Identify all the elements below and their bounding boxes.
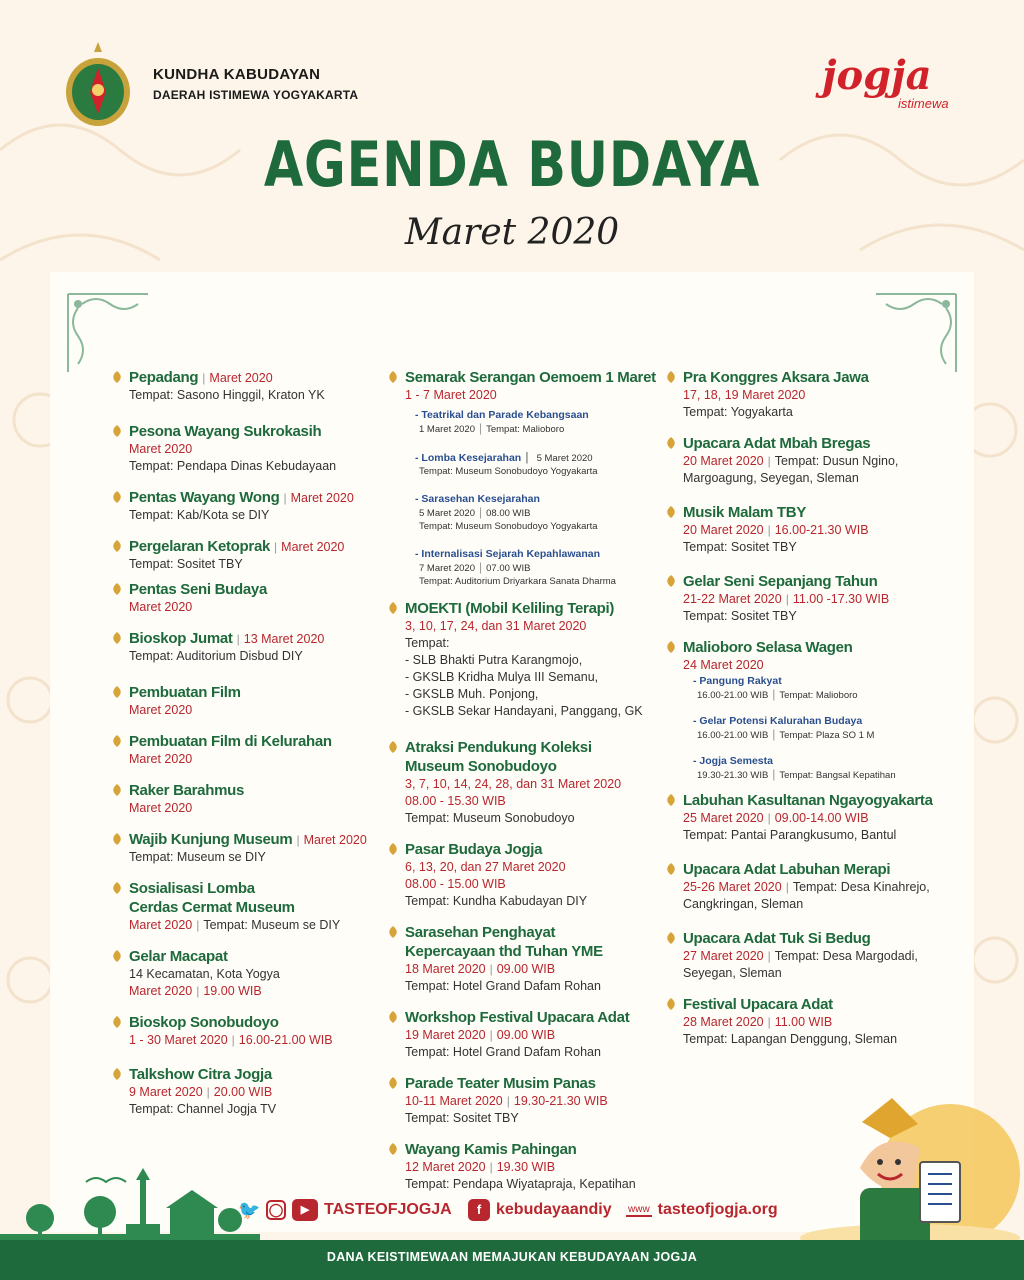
batik-bullet-icon [666, 575, 676, 587]
event-place-item: - GKSLB Muh. Ponjong, [405, 687, 539, 701]
sub-event-title: Jogja Semesta [699, 755, 773, 767]
event-place-line2: Cangkringan, Sleman [683, 897, 804, 911]
sub-event-place: Tempat: Plaza SO 1 M [779, 730, 875, 741]
sub-event-title: Pangung Rakyat [699, 675, 782, 687]
event-date: 3, 10, 17, 24, dan 31 Maret 2020 [405, 619, 587, 633]
footer-tagline: DANA KEISTIMEWAAN MEMAJUKAN KEBUDAYAAN JOGJA [326, 1250, 698, 1264]
sub-event-title: Gelar Potensi Kalurahan Budaya [699, 715, 863, 727]
event-place-label: Tempat: [405, 636, 450, 650]
sub-event-pangung-rakyat: - Pangung Rakyat 16.00-21.00 WIB | Tempat: Malioboro [693, 675, 858, 701]
event-place: Tempat: Auditorium Disbud DIY [129, 649, 303, 663]
event-place: 14 Kecamatan, Kota Yogya [129, 967, 280, 981]
event-date: 10-11 Maret 2020 [405, 1094, 503, 1108]
batik-bullet-icon [112, 491, 122, 503]
event-pesona-wayang [112, 422, 382, 475]
batik-bullet-icon [112, 735, 122, 747]
event-date: 20 Maret 2020 [683, 523, 764, 537]
sub-event-date: 5 Maret 2020 [536, 453, 593, 464]
event-title: Semarak Serangan Oemoem 1 Maret [405, 369, 656, 386]
event-title: Pesona Wayang Sukrokasih [129, 423, 322, 440]
event-pentas-seni [112, 580, 382, 616]
facebook-icon[interactable]: f [468, 1199, 490, 1221]
event-time: 11.00 -17.30 WIB [792, 592, 890, 606]
event-date: 13 Maret 2020 [243, 632, 325, 646]
event-title: Wayang Kamis Pahingan [405, 1141, 577, 1158]
org-name: KUNDHA KABUDAYAN [153, 66, 321, 83]
page-title: AGENDA BUDAYA [263, 128, 761, 201]
social-handle-facebook[interactable]: kebudayaandiy [496, 1201, 612, 1218]
event-place: Tempat: Lapangan Denggung, Sleman [683, 1032, 898, 1046]
event-date: 6, 13, 20, dan 27 Maret 2020 [405, 860, 566, 874]
event-sosialisasi-lomba: Sosialisasi Lomba Cerdas Cermat Museum Maret 2020 | Tempat: Museum se DIY [112, 879, 382, 934]
event-tuk-si-bedug: Upacara Adat Tuk Si Bedug 27 Maret 2020 | Tempat: Desa Margodadi, Seyegan, Sleman [666, 929, 966, 982]
event-date: Maret 2020 [129, 801, 193, 815]
event-time: 11.00 WIB [774, 1015, 833, 1029]
event-time: 19.00 WIB [203, 984, 262, 998]
event-semarak-serangan [388, 368, 660, 588]
event-pasar-budaya [388, 840, 660, 910]
event-date: Maret 2020 [129, 703, 193, 717]
sub-event-date: 5 Maret 2020 [419, 508, 475, 519]
sub-event-place: Tempat: Bangsal Kepatihan [779, 770, 896, 781]
event-place: Tempat: Dusun Ngino, [774, 454, 899, 468]
event-time: 09.00-14.00 WIB [774, 811, 869, 825]
event-date: Maret 2020 [281, 540, 345, 554]
sub-event-place: Tempat: Auditorium Driyarkara Sanata Dharma [419, 576, 616, 587]
event-date: 3, 7, 10, 14, 24, 28, dan 31 Maret 2020 [405, 777, 622, 791]
event-title: Pra Konggres Aksara Jawa [683, 369, 869, 386]
sub-event-jogja-semesta: - Jogja Semesta 19.30-21.30 WIB | Tempat: Bangsal Kepatihan [693, 755, 896, 781]
batik-bullet-icon [388, 1077, 398, 1089]
batik-bullet-icon [112, 1016, 122, 1028]
agenda-column-2 [388, 368, 660, 1206]
batik-bullet-icon [666, 506, 676, 518]
event-date: Maret 2020 [129, 984, 193, 998]
event-time: 08.00 - 15.30 WIB [405, 794, 506, 808]
event-title: Pembuatan Film di Kelurahan [129, 733, 332, 750]
event-musik-malam: Musik Malam TBY 20 Maret 2020 | 16.00-21.30 WIB Tempat: Sositet TBY [666, 503, 966, 556]
agenda-column-1 [112, 368, 382, 1131]
org-region: DAERAH ISTIMEWA YOGYAKARTA [153, 88, 359, 102]
event-wayang-kamis: Wayang Kamis Pahingan 12 Maret 2020 | 19.30 WIB Tempat: Pendapa Wiyatapraja, Kepatihan [388, 1140, 660, 1193]
batik-bullet-icon [112, 632, 122, 644]
event-title: Pentas Wayang Wong [129, 489, 280, 506]
event-date: 1 - 7 Maret 2020 [405, 388, 497, 402]
batik-bullet-icon [666, 371, 676, 383]
event-parade-teater: Parade Teater Musim Panas 10-11 Maret 2020 | 19.30-21.30 WIB Tempat: Sositet TBY [388, 1074, 660, 1127]
event-title: Raker Barahmus [129, 782, 245, 799]
event-date: 21-22 Maret 2020 [683, 592, 782, 606]
event-time: 19.30-21.30 WIB [513, 1094, 608, 1108]
event-title: Sosialisasi Lomba [129, 880, 255, 897]
event-place: Tempat: Sositet TBY [683, 609, 797, 623]
event-labuhan-kasultanan: Labuhan Kasultanan Ngayogyakarta 25 Maret 2020 | 09.00-14.00 WIB Tempat: Pantai Parangkusumo, Bantul [666, 791, 966, 844]
youtube-icon[interactable]: ▶ [292, 1199, 318, 1221]
event-place: Tempat: Channel Jogja TV [129, 1102, 277, 1116]
event-place: Tempat: Museum se DIY [129, 850, 266, 864]
event-title: Bioskop Sonobudoyo [129, 1014, 279, 1031]
corner-ornament-left [62, 288, 154, 378]
event-time: 20.00 WIB [213, 1085, 273, 1099]
event-moekti [388, 599, 660, 720]
event-bioskop-sonobudoyo: Bioskop Sonobudoyo 1 - 30 Maret 2020 | 16.00-21.00 WIB [112, 1013, 382, 1049]
event-date: 12 Maret 2020 [405, 1160, 486, 1174]
event-place-item: - GKSLB Sekar Handayani, Panggang, GK [405, 704, 643, 718]
sub-event-title: Internalisasi Sejarah Kepahlawanan [421, 548, 600, 560]
social-facebook[interactable] [468, 1196, 612, 1224]
event-place: Tempat: Sasono Hinggil, Kraton YK [129, 388, 325, 402]
jogja-istimewa-tagline: istimewa [898, 96, 949, 111]
event-time: 09.00 WIB [496, 1028, 556, 1042]
event-place: Tempat: Hotel Grand Dafam Rohan [405, 1045, 601, 1059]
event-gelar-seni: Gelar Seni Sepanjang Tahun 21-22 Maret 2020 | 11.00 -17.30 WIB Tempat: Sositet TBY [666, 572, 966, 625]
batik-bullet-icon [112, 882, 122, 894]
event-date: Maret 2020 [129, 752, 193, 766]
event-title: Sarasehan Penghayat [405, 924, 556, 941]
event-pra-konggres [666, 368, 966, 421]
event-date: Maret 2020 [129, 600, 193, 614]
event-title: Parade Teater Musim Panas [405, 1075, 596, 1092]
sub-event-time: 16.00-21.00 WIB [697, 730, 769, 741]
event-date: Maret 2020 [290, 491, 354, 505]
event-pepadang: Pepadang | Maret 2020 Tempat: Sasono Hinggil, Kraton YK [112, 368, 382, 404]
batik-bullet-icon [112, 950, 122, 962]
kraton-emblem-logo [62, 40, 134, 130]
sub-event-gelar-potensi: - Gelar Potensi Kalurahan Budaya 16.00-21.00 WIB | Tempat: Plaza SO 1 M [693, 715, 875, 741]
event-title: Upacara Adat Labuhan Merapi [683, 861, 891, 878]
batik-bullet-icon [112, 583, 122, 595]
event-date: 19 Maret 2020 [405, 1028, 486, 1042]
sub-event-teatrikal: - Teatrikal dan Parade Kebangsaan 1 Maret 2020 | Tempat: Malioboro [415, 409, 589, 435]
batik-bullet-icon [388, 843, 398, 855]
sub-event-internalisasi: - Internalisasi Sejarah Kepahlawanan 7 Maret 2020 | 07.00 WIB Tempat: Auditorium Driyarkara Sanata Dharma [405, 547, 660, 588]
event-date: 27 Maret 2020 [683, 949, 764, 963]
event-date: 17, 18, 19 Maret 2020 [683, 388, 806, 402]
sub-event-date: 1 Maret 2020 [419, 424, 475, 435]
event-date: Maret 2020 [209, 371, 273, 385]
event-date: Maret 2020 [303, 833, 367, 847]
event-date: 18 Maret 2020 [405, 962, 486, 976]
event-date: Maret 2020 [129, 918, 193, 932]
event-title-line2: Museum Sonobudoyo [405, 758, 557, 775]
event-title: Pergelaran Ketoprak [129, 538, 271, 555]
event-place: Tempat: Desa Kinahrejo, [792, 880, 930, 894]
event-title: Musik Malam TBY [683, 504, 807, 521]
www-icon: www [628, 1203, 650, 1215]
event-place: Tempat: Kab/Kota se DIY [129, 508, 270, 522]
batik-bullet-icon [666, 794, 676, 806]
event-place-line2: Seyegan, Sleman [683, 966, 782, 980]
event-title: Gelar Seni Sepanjang Tahun [683, 573, 878, 590]
event-place-line2: Margoagung, Seyegan, Sleman [683, 471, 859, 485]
event-place: Tempat: Sositet TBY [129, 557, 243, 571]
sub-event-time: 19.30-21.30 WIB [697, 770, 769, 781]
event-festival-upacara: Festival Upacara Adat 28 Maret 2020 | 11.00 WIB Tempat: Lapangan Denggung, Sleman [666, 995, 966, 1048]
event-date: 25-26 Maret 2020 [683, 880, 782, 894]
event-place: Tempat: Museum Sonobudoyo [405, 811, 575, 825]
event-place: Tempat: Kundha Kabudayan DIY [405, 894, 588, 908]
social-instagram-youtube[interactable] [238, 1196, 452, 1224]
event-title: Upacara Adat Mbah Bregas [683, 435, 871, 452]
event-place: Tempat: Hotel Grand Dafam Rohan [405, 979, 601, 993]
event-labuhan-merapi: Upacara Adat Labuhan Merapi 25-26 Maret 2020 | Tempat: Desa Kinahrejo, Cangkringan, Sleman [666, 860, 966, 913]
event-title: Festival Upacara Adat [683, 996, 833, 1013]
event-film-kelurahan [112, 732, 382, 768]
event-place: Tempat: Desa Margodadi, [774, 949, 918, 963]
sub-event-time: 08.00 WIB [486, 508, 531, 519]
event-title: Gelar Macapat [129, 948, 228, 965]
event-time: 19.30 WIB [496, 1160, 556, 1174]
event-place: Tempat: Pantai Parangkusumo, Bantul [683, 828, 897, 842]
batik-bullet-icon [666, 641, 676, 653]
batik-bullet-icon [388, 602, 398, 614]
batik-bullet-icon [666, 998, 676, 1010]
event-date: 24 Maret 2020 [683, 658, 764, 672]
wayang-mascot-illustration [800, 1078, 1024, 1250]
jogja-istimewa-logo: jogja [822, 52, 932, 99]
event-time: 09.00 WIB [496, 962, 556, 976]
event-title: Workshop Festival Upacara Adat [405, 1009, 630, 1026]
event-title: Pepadang [129, 369, 199, 386]
event-workshop: Workshop Festival Upacara Adat 19 Maret 2020 | 09.00 WIB Tempat: Hotel Grand Dafam Rohan [388, 1008, 660, 1061]
event-talkshow: Talkshow Citra Jogja 9 Maret 2020 | 20.00 WIB Tempat: Channel Jogja TV [112, 1065, 382, 1118]
event-title: Pentas Seni Budaya [129, 581, 267, 598]
event-atraksi-pendukung [388, 738, 660, 827]
event-pentas-wayang-wong: Pentas Wayang Wong | Maret 2020 Tempat: Kab/Kota se DIY [112, 488, 382, 524]
sub-event-title: Sarasehan Kesejarahan [421, 493, 540, 505]
sub-event-title: Lomba Kesejarahan [421, 452, 522, 464]
event-title: Talkshow Citra Jogja [129, 1066, 272, 1083]
batik-bullet-icon [112, 540, 122, 552]
batik-bullet-icon [388, 926, 398, 938]
batik-bullet-icon [666, 437, 676, 449]
event-title: MOEKTI (Mobil Keliling Terapi) [405, 600, 615, 617]
batik-bullet-icon [666, 863, 676, 875]
event-title: Atraksi Pendukung Koleksi [405, 739, 592, 756]
event-date: 9 Maret 2020 [129, 1085, 203, 1099]
batik-bullet-icon [388, 1011, 398, 1023]
corner-ornament-right [870, 288, 962, 378]
event-title: Wajib Kunjung Museum [129, 831, 293, 848]
sub-event-place: Tempat: Museum Sonobudoyo Yogyakarta [419, 466, 598, 477]
sub-event-lomba: - Lomba Kesejarahan | 5 Maret 2020 Tempat: Museum Sonobudoyo Yogyakarta [405, 450, 660, 478]
event-sarasehan-penghayat: Sarasehan Penghayat Kepercayaan thd Tuhan YME 18 Maret 2020 | 09.00 WIB Tempat: Hotel Grand Dafam Rohan [388, 923, 660, 995]
batik-bullet-icon [112, 784, 122, 796]
event-place: Tempat: Museum se DIY [203, 918, 341, 932]
event-raker-barahmus [112, 781, 382, 817]
sub-event-title: Teatrikal dan Parade Kebangsaan [421, 409, 589, 421]
event-place: Tempat: Yogyakarta [683, 405, 793, 419]
sub-event-place: Tempat: Museum Sonobudoyo Yogyakarta [419, 521, 598, 532]
website-link[interactable]: tasteofjogja.org [657, 1201, 778, 1218]
batik-bullet-icon [112, 371, 122, 383]
social-website[interactable] [626, 1196, 778, 1224]
event-place: Tempat: Sositet TBY [405, 1111, 519, 1125]
event-date: Maret 2020 [129, 442, 193, 456]
event-title: Upacara Adat Tuk Si Bedug [683, 930, 871, 947]
event-pembuatan-film [112, 683, 382, 719]
event-ketoprak: Pergelaran Ketoprak | Maret 2020 Tempat: Sositet TBY [112, 537, 382, 573]
event-title-line2: Cerdas Cermat Museum [129, 899, 295, 916]
batik-bullet-icon [388, 741, 398, 753]
sub-event-place: Tempat: Malioboro [486, 424, 565, 435]
batik-bullet-icon [112, 686, 122, 698]
event-time: 08.00 - 15.00 WIB [405, 877, 506, 891]
social-handle-tasteofjogja[interactable]: TASTEOFJOGJA [324, 1201, 452, 1218]
sub-event-sarasehan: - Sarasehan Kesejarahan 5 Maret 2020 | 08.00 WIB Tempat: Museum Sonobudoyo Yogyakarta [405, 492, 660, 533]
sub-event-place: Tempat: Malioboro [779, 690, 858, 701]
event-bioskop-jumat: Bioskop Jumat | 13 Maret 2020 Tempat: Auditorium Disbud DIY [112, 629, 382, 665]
event-place-item: - GKSLB Kridha Mulya III Semanu, [405, 670, 599, 684]
sub-event-date: 7 Maret 2020 [419, 563, 475, 574]
event-wajib-kunjung: Wajib Kunjung Museum | Maret 2020 Tempat: Museum se DIY [112, 830, 382, 866]
batik-bullet-icon [388, 1143, 398, 1155]
event-date: 28 Maret 2020 [683, 1015, 764, 1029]
event-place: Tempat: Pendapa Dinas Kebudayaan [129, 459, 337, 473]
page-subtitle: Maret 2020 [404, 212, 620, 253]
tugu-skyline-illustration [0, 1168, 260, 1240]
event-place: Tempat: Sositet TBY [683, 540, 797, 554]
batik-bullet-icon [388, 371, 398, 383]
event-place: Tempat: Pendapa Wiyatapraja, Kepatihan [405, 1177, 636, 1191]
batik-bullet-icon [112, 833, 122, 845]
event-title-line2: Kepercayaan thd Tuhan YME [405, 943, 603, 960]
event-date: 25 Maret 2020 [683, 811, 764, 825]
event-date: 20 Maret 2020 [683, 454, 764, 468]
event-time: 16.00-21.30 WIB [774, 523, 869, 537]
batik-bullet-icon [112, 1068, 122, 1080]
event-gelar-macapat: Gelar Macapat 14 Kecamatan, Kota Yogya Maret 2020 | 19.00 WIB [112, 947, 382, 1000]
event-title: Pembuatan Film [129, 684, 241, 701]
sub-event-time: 07.00 WIB [486, 563, 531, 574]
batik-bullet-icon [112, 425, 122, 437]
twitter-icon[interactable]: 🐦 [238, 1200, 261, 1220]
event-mbah-bregas: Upacara Adat Mbah Bregas 20 Maret 2020 | Tempat: Dusun Ngino, Margoagung, Seyegan, Sleman [666, 434, 966, 487]
event-title: Bioskop Jumat [129, 630, 233, 647]
event-time: 16.00-21.00 WIB [238, 1033, 333, 1047]
agenda-column-3 [666, 368, 966, 1061]
sub-event-time: 16.00-21.00 WIB [697, 690, 769, 701]
event-place-item: - SLB Bhakti Putra Karangmojo, [405, 653, 583, 667]
instagram-icon[interactable]: ◯ [266, 1200, 286, 1220]
event-title: Pasar Budaya Jogja [405, 841, 543, 858]
event-date: 1 - 30 Maret 2020 [129, 1033, 228, 1047]
event-title: Labuhan Kasultanan Ngayogyakarta [683, 792, 933, 809]
event-title: Malioboro Selasa Wagen [683, 639, 853, 656]
batik-bullet-icon [666, 932, 676, 944]
event-malioboro-selasa-wagen [666, 638, 966, 782]
